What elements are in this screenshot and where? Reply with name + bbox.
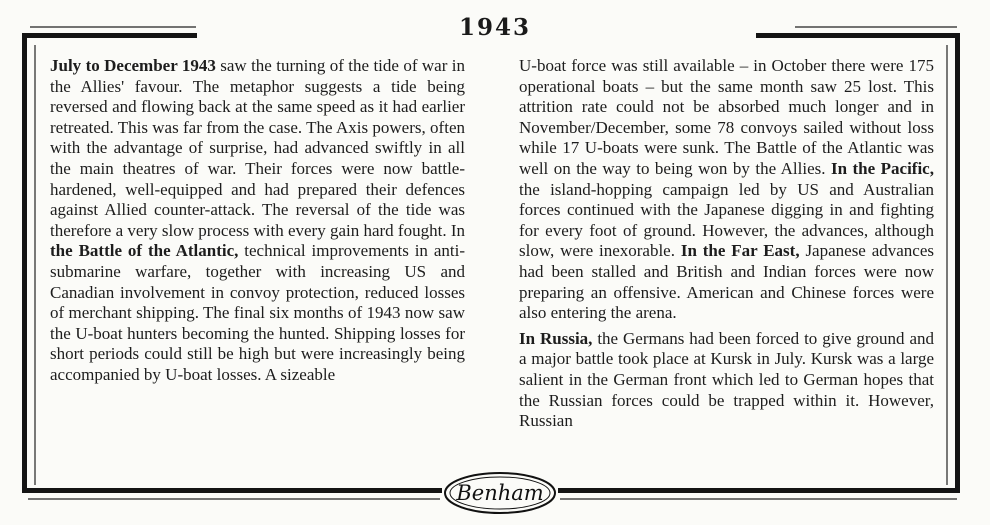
section-heading: the Battle of the Atlantic, bbox=[50, 241, 239, 261]
section-heading: In Russia, bbox=[519, 328, 593, 348]
paragraph bbox=[50, 56, 465, 386]
right-column bbox=[519, 56, 934, 466]
paragraph-text: technical improvements in anti-submarine warfare, together with increasing US and Canadian involvement in convoy protection, reduced losses of merchant shipping. The final six months of 1943 now saw the U-boat hunters becoming the hunted. Shipping losses for short periods could still be high but were increasingly being accompanied by U-boat losses. A sizeable bbox=[50, 241, 465, 384]
paragraph bbox=[519, 56, 934, 324]
brand-name: Benham bbox=[456, 481, 544, 505]
section-heading: In the Pacific, bbox=[830, 158, 934, 178]
article-body bbox=[50, 56, 934, 466]
left-column bbox=[50, 56, 465, 466]
section-heading: In the Far East, bbox=[680, 241, 800, 261]
benham-logo bbox=[443, 471, 557, 515]
paragraph-text: saw the turning of the tide of war in the Allies' favour. The metaphor suggests a tide being reversed and flowing back at the same speed as it had earlier retreated. This was far from the case. The Axis powers, often with the advantage of surprise, had advanced swiftly in all the main theatres of war. Their forces were now battle-hardened, well-equipped and had prepared their defences against Allied counter-attack. The reversal of the tide was therefore a very slow process with every gain hard fought. In bbox=[50, 56, 465, 240]
paragraph-text: the island-hopping campaign led by US and Australian forces continued with the Japanese digging in and fighting for every foot of ground. However, the advances, although slow, were inexorable. bbox=[519, 179, 934, 261]
paragraph-text: U-boat force was still available – in October there were 175 operational boats – but the same month saw 25 lost. This attrition rate could not be absorbed much longer and in November/December, some 78 convoys sailed without loss while 17 U-boats were sunk. The Battle of the Atlantic was well on the way to being won by the Allies. bbox=[519, 56, 934, 178]
paragraph-text: the Germans had been forced to give ground and a major battle took place at Kursk in July. Kursk was a large salient in the German front which led to German hopes that the Russian forces could be trapped within it. However, Russian bbox=[519, 328, 934, 431]
page-title: 1943 bbox=[458, 14, 531, 41]
paragraph-text: Japanese advances had been stalled and British and Indian forces were now preparing an offensive. American and Chinese forces were also entering the arena. bbox=[519, 241, 934, 323]
section-heading: July to December 1943 bbox=[50, 56, 216, 75]
paragraph bbox=[519, 329, 934, 432]
